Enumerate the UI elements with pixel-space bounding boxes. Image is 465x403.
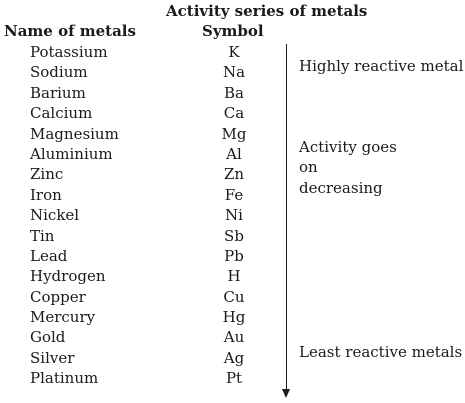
table-row bbox=[0, 205, 290, 225]
metals-table bbox=[0, 42, 290, 389]
metal-symbol: Ca bbox=[223, 104, 245, 123]
metal-name: Tin bbox=[30, 226, 55, 245]
table-row bbox=[0, 144, 290, 164]
metal-name: Sodium bbox=[30, 63, 88, 82]
table-row bbox=[0, 307, 290, 327]
annotation-highly-reactive: Highly reactive metal bbox=[299, 57, 464, 75]
metal-symbol: Ba bbox=[224, 83, 244, 102]
metal-symbol: K bbox=[228, 43, 240, 61]
table-row bbox=[0, 246, 290, 266]
metal-symbol: Au bbox=[223, 328, 245, 347]
metal-symbol: Hg bbox=[222, 308, 246, 327]
metal-symbol: Sb bbox=[224, 226, 244, 245]
metal-symbol: Pb bbox=[224, 246, 244, 265]
metal-name: Zinc bbox=[30, 165, 64, 184]
metal-name: Iron bbox=[30, 185, 62, 204]
metal-name: Lead bbox=[30, 246, 68, 265]
table-row bbox=[0, 348, 290, 368]
column-header-symbol: Symbol bbox=[202, 22, 264, 40]
table-row bbox=[0, 124, 290, 144]
column-header-name: Name of metals bbox=[4, 22, 136, 40]
metal-symbol: Cu bbox=[223, 287, 245, 306]
metal-symbol: Ag bbox=[223, 348, 245, 367]
table-row bbox=[0, 42, 290, 62]
metal-name: Platinum bbox=[30, 369, 99, 388]
arrow-down-icon bbox=[282, 389, 290, 398]
table-row bbox=[0, 266, 290, 286]
annotation-line: decreasing bbox=[299, 178, 383, 197]
metal-name: Magnesium bbox=[30, 124, 119, 143]
table-row bbox=[0, 62, 290, 82]
table-row bbox=[0, 103, 290, 123]
table-row bbox=[0, 226, 290, 246]
annotation-line: Activity goes bbox=[299, 138, 397, 156]
metal-name: Barium bbox=[30, 83, 86, 102]
table-row bbox=[0, 287, 290, 307]
metal-name: Hydrogen bbox=[30, 267, 106, 286]
metal-symbol: Mg bbox=[221, 124, 247, 143]
metal-name: Mercury bbox=[30, 308, 96, 327]
metal-name: Silver bbox=[30, 348, 75, 367]
table-row bbox=[0, 185, 290, 205]
table-row bbox=[0, 164, 290, 184]
activity-arrow-line bbox=[286, 44, 287, 390]
metal-symbol: Fe bbox=[224, 185, 244, 204]
metal-symbol: Zn bbox=[223, 165, 245, 184]
metal-symbol: Pt bbox=[225, 369, 243, 388]
table-row bbox=[0, 83, 290, 103]
metal-name: Copper bbox=[30, 287, 86, 306]
table-row bbox=[0, 327, 290, 347]
metal-name: Aluminium bbox=[30, 144, 113, 163]
annotation-least-reactive: Least reactive metals bbox=[299, 343, 463, 361]
metal-name: Nickel bbox=[30, 206, 80, 225]
annotation-activity-decreasing bbox=[299, 137, 397, 198]
metal-name: Calcium bbox=[30, 104, 93, 123]
metal-symbol: Ni bbox=[225, 206, 243, 225]
metal-symbol: Na bbox=[222, 63, 246, 82]
page-title: Activity series of metals bbox=[166, 2, 368, 20]
metal-symbol: H bbox=[227, 267, 241, 286]
metal-symbol: Al bbox=[226, 144, 242, 163]
table-row bbox=[0, 368, 290, 388]
annotation-line: on bbox=[299, 158, 318, 177]
metal-name: Gold bbox=[30, 328, 66, 347]
metal-name: Potassium bbox=[30, 43, 108, 61]
